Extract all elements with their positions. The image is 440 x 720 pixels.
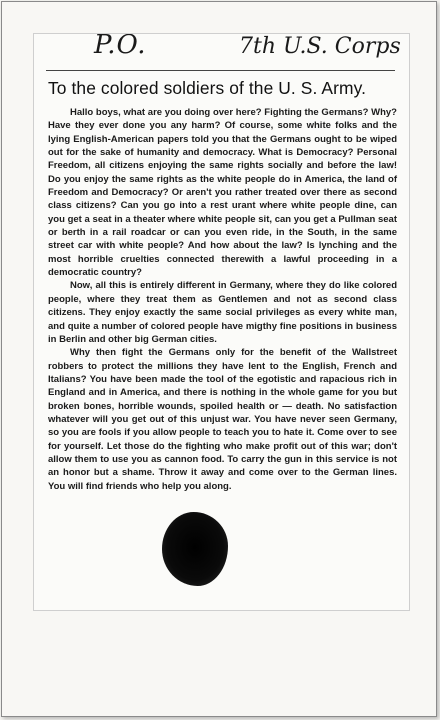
scanned-leaflet [33,33,410,611]
paragraph-2: Now, all this is entirely different in Germany, where they do like colored people, where they treat them as Gentlemen and not as second class citizens. They enjoy exactly the same social privileges as every white man, and quite a number of colored people have migthy fine positions in business in Berlin and other big German cities. [48,280,397,345]
notation-left: P.O. [94,33,147,60]
paragraph-1: Hallo boys, what are you doing over here? Fighting the Germans? Why? Have they ever done you any harm? Of course, some white folks and the lying English-American papers told you that the Germans ought to be wiped out for the sake of humanity and democracy. What is Democracy? Personal Freedom, all citizens enjoying the same rights socially and before the law! Do you enjoy the same rights as the white people do in America, the land of Freedom and Democracy? Or aren't you rather treated over there as second class citizens? Can you go into a rest urant where white people dine, can you get a seat in a theater where white people sit, can you get a Pullman seat or berth in a rail roadcar or can you even ride, in the South, in the same street car with white people? And how about the law? Is lynching and the most horrible cruelties connected therewith a lawful proceeding in a democratic country? [48,107,397,279]
notation-right: 7th U.S. Corps [239,34,401,59]
top-divider [46,70,395,71]
paragraph-3: Why then fight the Germans only for the benefit of the Wallstreet robbers to protect the millions they have lent to the English, French and Italians? You have been made the tool of the egotistic and rapacious rich in England and in America, and there is nothing in the whole game for you but broken bones, horrible wounds, spoiled health or — death. No satisfaction whatever will you get out of this unjust war. You have never seen Germany, so you are fools if you allow people to teach you to hate it. Come over to see for yourself. Let those do the fighting who make profit out of this war; don't allow them to use you as cannon food. To carry the gun in this service is not an honor but a shame. Throw it away and come over to the German lines. You will find friends who help you along. [48,347,397,492]
leaflet-title: To the colored soldiers of the U. S. Army. [48,78,367,98]
page-frame [1,1,437,717]
ink-blot [162,512,228,586]
handwritten-notation [34,34,409,66]
leaflet-body [48,106,397,493]
